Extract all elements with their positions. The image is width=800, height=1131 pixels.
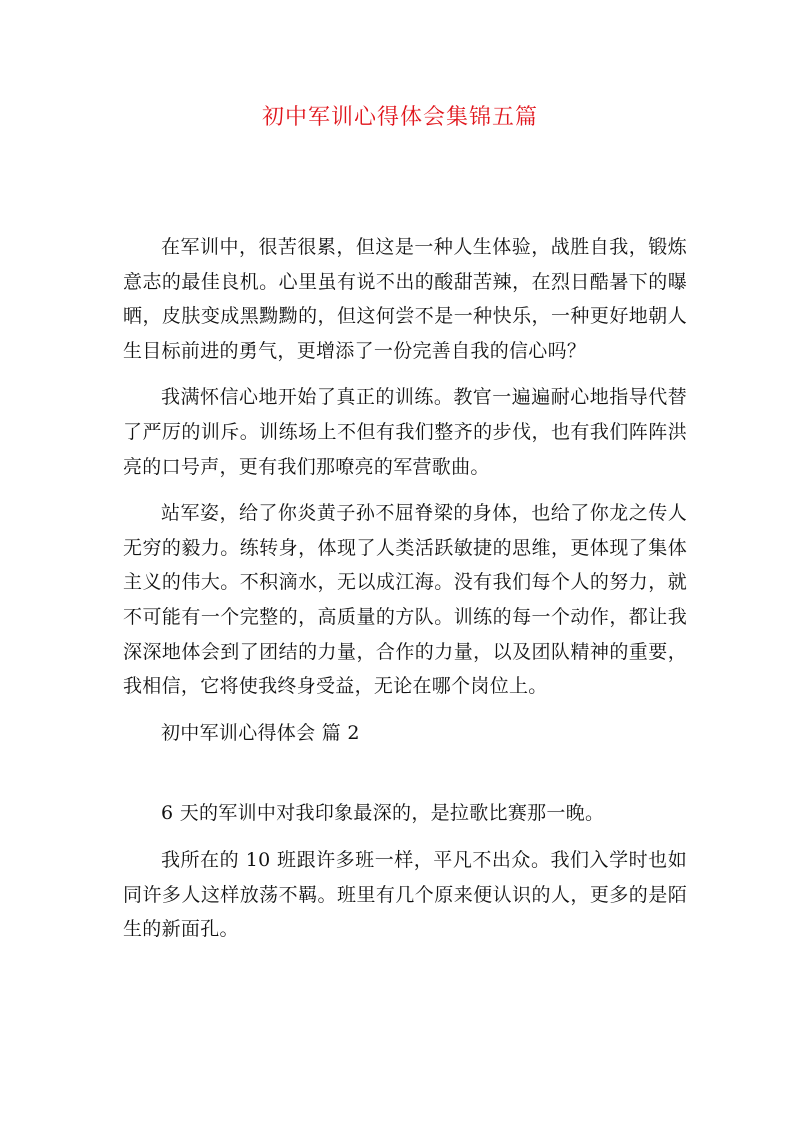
paragraph-2: 我满怀信心地开始了真正的训练。教官一遍遍耐心地指导代替了严厉的训斥。训练场上不但有我们整齐的步伐，也有我们阵阵洪亮的口号声，更有我们那嘹亮的军营歌曲。: [123, 386, 687, 478]
section2-paragraph-2: 我所在的 10 班跟许多班一样，平凡不出众。我们入学时也如同许多人这样放荡不羁。班里有几个原来便认识的人，更多的是陌生的新面孔。: [123, 848, 687, 941]
section2-paragraph-1: 6 天的军训中对我印象最深的，是拉歌比赛那一晚。: [161, 802, 605, 825]
section-heading-2: 初中军训心得体会 篇 2: [161, 721, 360, 744]
document-body: [123, 230, 687, 959]
paragraph-1: 在军训中，很苦很累，但这是一种人生体验，战胜自我，锻炼意志的最佳良机。心里虽有说不出的酸甜苦辣，在烈日酷暑下的曝晒，皮肤变成黑黝黝的，但这何尝不是一种快乐，一种更好地朝人生目标前进的勇气，更增添了一份完善自我的信心吗？: [123, 236, 687, 362]
paragraph-3: 站军姿，给了你炎黄子孙不屈脊梁的身体，也给了你龙之传人无穷的毅力。练转身，体现了人类活跃敏捷的思维，更体现了集体主义的伟大。不积滴水，无以成江海。没有我们每个人的努力，就不可能有一个完整的，高质量的方队。训练的每一个动作，都让我深深地体会到了团结的力量，合作的力量，以及团队精神的重要，我相信，它将使我终身受益，无论在哪个岗位上。: [123, 502, 687, 698]
document-title: 初中军训心得体会集锦五篇: [261, 105, 538, 130]
